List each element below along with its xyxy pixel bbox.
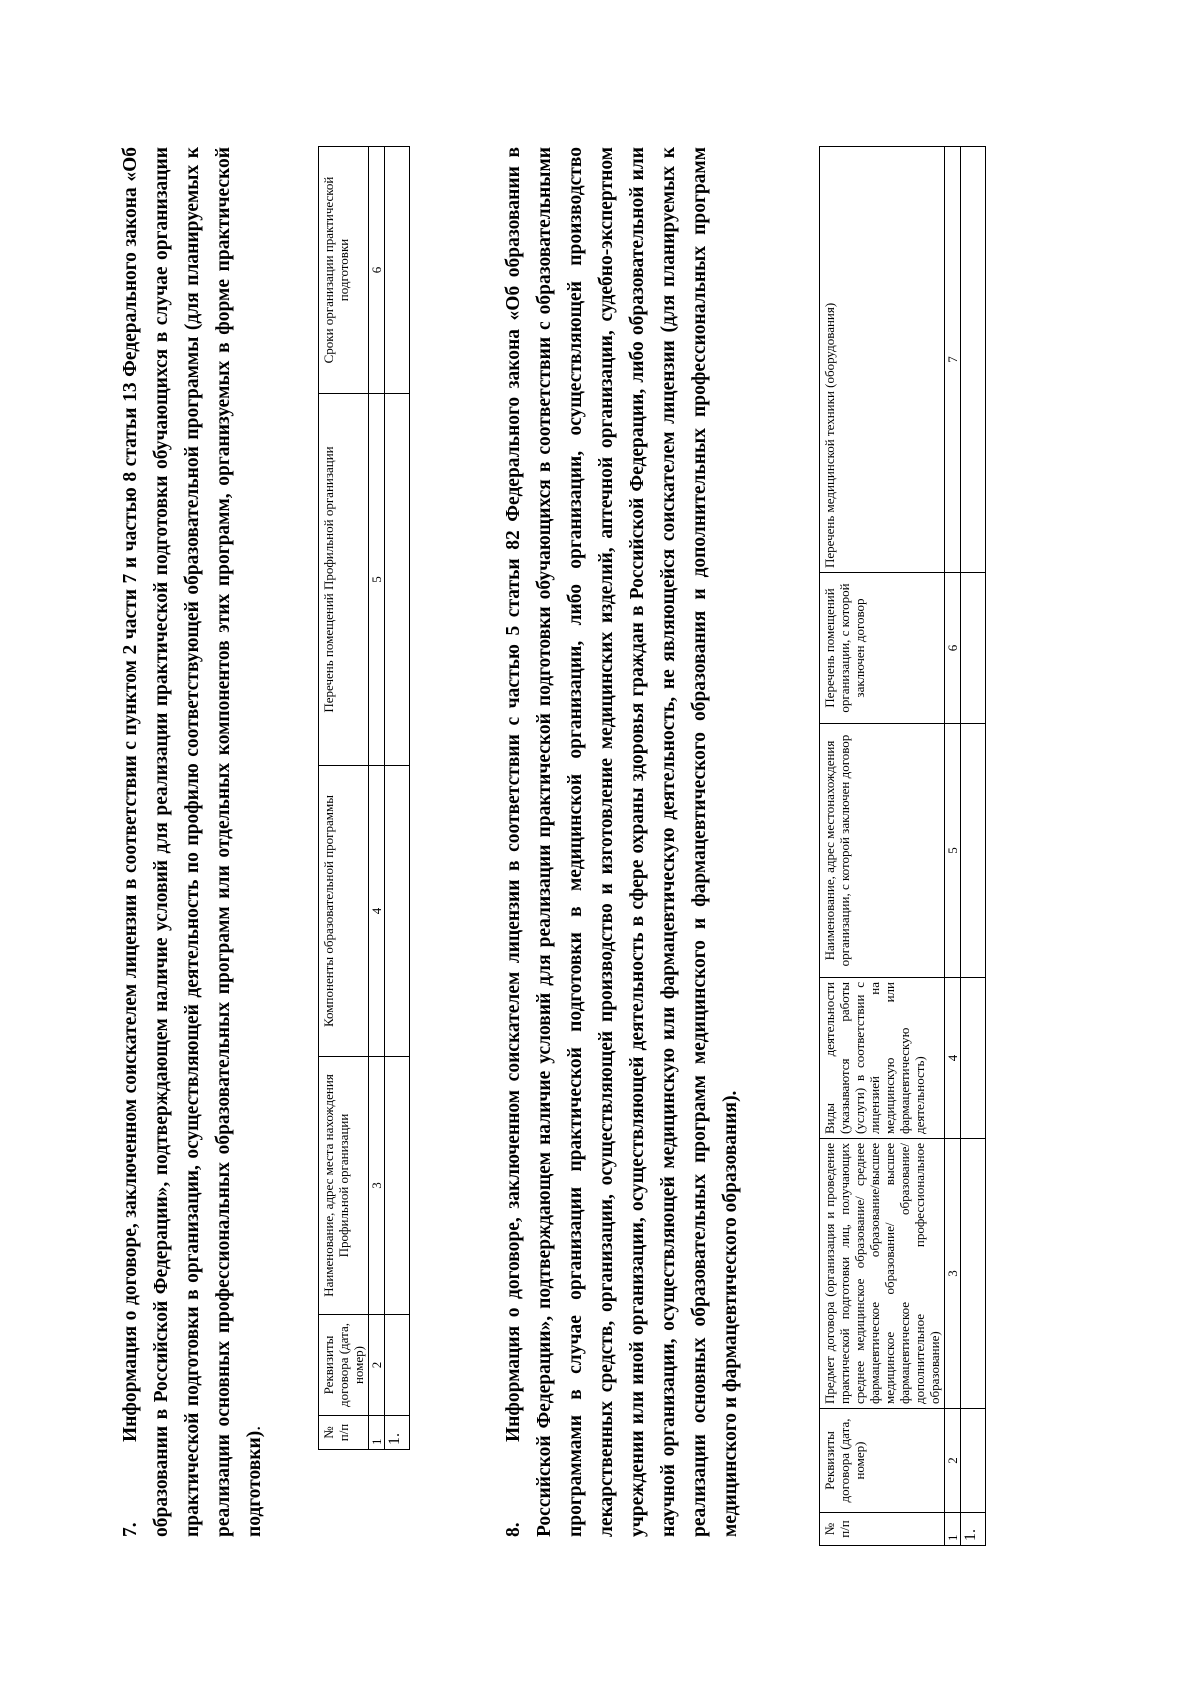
table-7-col-3: Наименование, адрес места нахождения Профильной организации: [319, 1057, 369, 1315]
table-8-row-number: 1.: [961, 1513, 986, 1546]
table-7-cell: [385, 1315, 410, 1416]
table-7-cell: [385, 1057, 410, 1315]
section-7-number: 7.: [120, 1522, 141, 1537]
table-8-cell: [961, 147, 986, 573]
table-8-index-cell: 3: [945, 1139, 961, 1409]
table-8-index-cell: 4: [945, 978, 961, 1139]
table-7-cell: [385, 147, 410, 394]
table-8-col-7: Перечень медицинской техники (оборудования): [820, 147, 945, 573]
table-7-row-number: 1.: [385, 1416, 410, 1450]
section-8-number: 8.: [503, 1522, 524, 1537]
table-8: [819, 146, 986, 1546]
table-7-index-cell: 2: [369, 1315, 385, 1416]
section-7-text: Информация о договоре, заключенном соискателем лицензии в соответствии с пунктом 2 части 7 и частью 8 статьи 13 Федерального закона «Об образовании в Российской Федерации», подтверждающем наличие условий для реализации практической подготовки обучающихся в случае организации практической подготовки в организации, осуществляющей деятельность по профилю соответствующей образовательной программы (для планируемых к реализации основных профессиональных образовательных программ или отдельных компонентов этих программ, организуемых в форме практической подготовки): [120, 147, 265, 1537]
table-7-index-row: [369, 147, 385, 1450]
table-8-col-4: Виды деятельности (указываются работы (услуги) в соответствии с лицензией на медицинскую или фармацевтическую деятельность): [820, 978, 945, 1139]
table-8-index-cell: 1: [945, 1513, 961, 1546]
table-8-index-cell: 5: [945, 724, 961, 978]
table-7-col-6: Сроки организации практической подготовки: [319, 147, 369, 394]
table-8-cell: [961, 724, 986, 978]
table-7-cell: [385, 394, 410, 766]
table-7-index-cell: 1: [369, 1416, 385, 1450]
section-8: [498, 147, 746, 1537]
table-8-index-cell: 2: [945, 1409, 961, 1513]
table-8-col-2: Реквизиты договора (дата, номер): [820, 1409, 945, 1513]
section-7: [115, 147, 270, 1537]
table-8-header-row: [820, 147, 945, 1546]
table-7-index-cell: 3: [369, 1057, 385, 1315]
table-8-index-row: [945, 147, 961, 1546]
section-8-paragraph: [498, 147, 746, 1537]
table-8-cell: [961, 1409, 986, 1513]
table-7: [318, 146, 410, 1450]
table-7-header-row: [319, 147, 369, 1450]
section-8-text: Информация о договоре, заключенном соискателем лицензии в соответствии с частью 5 статьи 82 Федерального закона «Об образовании в Российской Федерации», подтверждающем наличие условий для реализации практической подготовки обучающихся в соответствии с образовательными программами в случае организации практической подготовки в медицинской организации, либо организации, осуществляющей производство лекарственных средств, организации, осуществляющей производство и изготовление медицинских изделий, аптечной организации, судебно-экспертном учреждении или иной организации, осуществляющей деятельность в сфере охраны здоровья граждан в Российской Федерации, либо образовательной или научной организации, осуществляющей медицинскую или фармацевтическую деятельность, не являющейся соискателем лицензии (для планируемых к реализации основных образовательных программ медицинского и фармацевтического образования и дополнительных профессиональных программ медицинского и фармацевтического образования).: [503, 147, 741, 1537]
table-7-col-2: Реквизиты договора (дата, номер): [319, 1315, 369, 1416]
table-8-cell: [961, 1139, 986, 1409]
section-7-tail: .: [244, 1425, 265, 1431]
table-8-col-3: Предмет договора (организация и проведение практической подготовки лиц, получающих среднее медицинское образование/ среднее фармацевтическое образование/высшее медицинское образование/ высшее фармацевтическое образование/ дополнительное профессиональное образование): [820, 1139, 945, 1409]
table-8-col-1: № п/п: [820, 1513, 945, 1546]
table-8-row-1: [961, 147, 986, 1546]
table-7-cell: [385, 766, 410, 1057]
table-7-col-4: Компоненты образовательной программы: [319, 766, 369, 1057]
table-8-col-5: Наименование, адрес местонахождения организации, с которой заключен договор: [820, 724, 945, 978]
table-7-col-5: Перечень помещений Профильной организации: [319, 394, 369, 766]
table-7-index-cell: 6: [369, 147, 385, 394]
table-7-index-cell: 4: [369, 766, 385, 1057]
table-8-index-cell: 6: [945, 573, 961, 724]
table-7-index-cell: 5: [369, 394, 385, 766]
table-8-cell: [961, 573, 986, 724]
table-7-row-1: [385, 147, 410, 1450]
table-8-cell: [961, 978, 986, 1139]
section-7-paragraph: [115, 147, 270, 1537]
table-8-index-cell: 7: [945, 147, 961, 573]
table-8-col-6: Перечень помещений организации, с которой заключен договор: [820, 573, 945, 724]
table-7-col-1: № п/п: [319, 1416, 369, 1450]
